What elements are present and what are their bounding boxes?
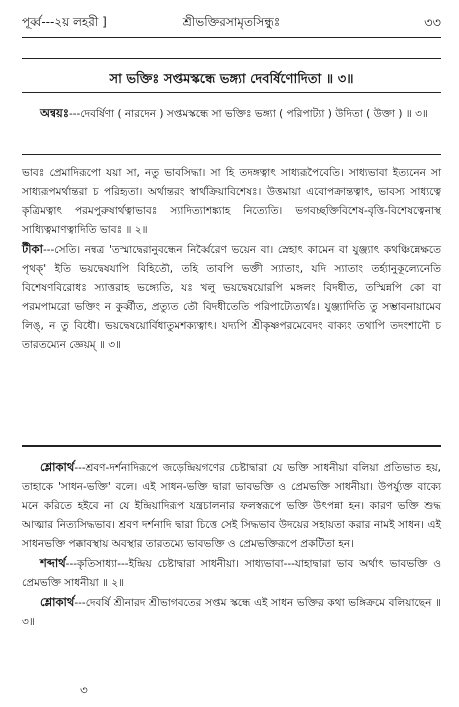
- sanskrit-verse: সা ভক্তিঃ সপ্তমস্কন্ধে ভঙ্গ্যা দেবর্ষিণোদিতা ॥ ৩॥: [109, 72, 354, 87]
- anvaya-label: অন্বয়ঃ: [40, 106, 69, 120]
- slokartha-2-label: শ্লোকার্থ: [40, 595, 75, 609]
- verse-top-rule: [22, 58, 441, 59]
- sabdartha-label: শব্দার্থ: [40, 556, 66, 570]
- anvaya-text: ---দেবর্ষিণা ( নারদেন ) সপ্তমস্কন্ধে সা ভক্তিঃ ভঙ্গ্যা ( পরিপাট্যা ) উদিতা ( উক্তা ) ॥ ৩॥: [68, 108, 428, 120]
- header-page-number: ৩৩: [424, 16, 441, 31]
- slokartha-text: ---শ্রবণ-দর্শনাদিরূপে জড়েন্দ্রিয়গণের চেষ্টাদ্বারা যে ভক্তি সাধনীয়া বলিয়া প্রতিভাত হয়, তাহাকে 'সাধন-ভক্তি' বলে। এই সাধন-ভক্তি দ্বারা ভাবভক্তি ও প্রেমভক্তি সাধনীয়া। উপর্য্যুক্ত বাক্যে মনে করিতে হইবে না যে ইন্দ্রিয়াদিরূপ যন্ত্রচালনার ফলস্বরূপে ভক্তি উৎপন্না হন। কারণ ভক্তি শুদ্ধ আত্মার নিত্যসিদ্ধভাব। শ্রবণ দর্শনাদি দ্বারা চিত্তে সেই সিদ্ধভাব উদয়ের সহায়তা করার নামই সাধন। এই সাধনভক্তি পক্কাবস্থায় অবস্থার তারতম্যে ভাবভক্তি ও প্রেমভক্তিরূপে প্রকটিতা হন।: [22, 462, 441, 550]
- tika-label: টীকা: [22, 242, 43, 256]
- commentary-rule: [22, 445, 441, 447]
- slokartha-2-text: ---দেবর্ষি শ্রীনারদ শ্রীভাগবতের সপ্তম স্কন্ধে এই সাধন ভক্তির কথা ভঙ্গিক্রমে বলিয়াছেন ॥ ৩॥: [22, 597, 441, 628]
- tika-text: ---সেতি। নন্বত্র 'তস্মাদ্বেরানুবন্ধেন নির্ব্বৈরেণ ভয়েন বা। স্নেহাৎ কামেন বা যুঞ্জ্যাৎ কথঞ্চিন্নেক্ষতে পৃথক্' ইতি ভয়দ্বেষযাপি বিহিতৌ, তহি তাবপি ভক্তী স্যাতাং, যদি স্যাতাং তর্হ্যানুকূল্যেনেতি বিশেষণবিরোধঃ স্যাত্তরাহ ভঙ্গ্যেতি, যঃ খলু ভয়দ্বেষয়োরপি মঙ্গলং বিদধীত, তস্মিন্নপি কো বা পরমপামরো ভক্তিং ন কুর্ব্বীত, প্রত্যুত তৌ বিদধীতেতি পরিপাট্যেত্যর্থঃ। যুঞ্জ্যাদিতি তু সম্ভাবনায়ামেব লিঙ্, ন তু বিধৌ। ভয়দ্বেষয়োর্বিধাতুমশক্যত্বাৎ। যদ্যপি শ্রীকৃষ্ণপরমেবেদং বাক্যং তথাপি তদংশাদৌ চ তারতম্যেন জ্ঞেয়ম্ ॥ ৩॥: [22, 244, 441, 351]
- header-section-label: পূর্ব্ব---২য় লহরী ]: [22, 15, 107, 29]
- sabdartha-text: ---কৃতিসাধ্যা---ইন্দ্রিয় চেষ্টাদ্বারা সাধনীয়া। সাধ্যভাবা---যাহাদ্বারা ভাব অর্থাৎ ভাবভক্তি ও প্রেমভক্তি সাধনীয়া ॥ ২॥: [22, 558, 441, 589]
- header-rule: [22, 37, 441, 38]
- translation-section: [22, 458, 441, 632]
- anvaya-section: [22, 104, 441, 124]
- commentary-text: ভাবঃ প্রেমাদিরূপো যয়া সা, নতু ভাবসিদ্ধা। সা হি তদঙ্গত্বাৎ সাধ্যরূপৈবেতি। সাধ্যভাবা ইত্যনেন সা সাধ্যরূপমর্থান্তরা চ পরিহৃতা। অর্থান্তরং স্বার্থক্রিয়াবিশেষঃ। উত্তমায়া এবোপক্রান্তত্বাৎ, ভাবস্য সাধ্যত্বে কৃত্রিমত্বাৎ পরমপুরুষার্থত্বাভাবঃ স্যাদিত্যাশঙ্ক্যাহ নিত্যেতি। ভগবচ্ছক্তিবিশেষ-বৃত্তি-বিশেষত্বেনাস্থ সাধ্যিত্বমাণত্বাদিতি ভাবঃ ॥ ২॥: [22, 167, 441, 236]
- anvaya-rule: [22, 154, 441, 155]
- footer-mark: ৩: [80, 683, 88, 697]
- commentary-section: [22, 164, 441, 355]
- header-book-title: শ্রীভক্তিরসামৃতসিন্ধুঃ: [182, 15, 281, 29]
- running-header: [22, 14, 441, 34]
- slokartha-label: শ্লোকার্থ: [40, 460, 75, 474]
- verse-bottom-rule: [22, 92, 441, 93]
